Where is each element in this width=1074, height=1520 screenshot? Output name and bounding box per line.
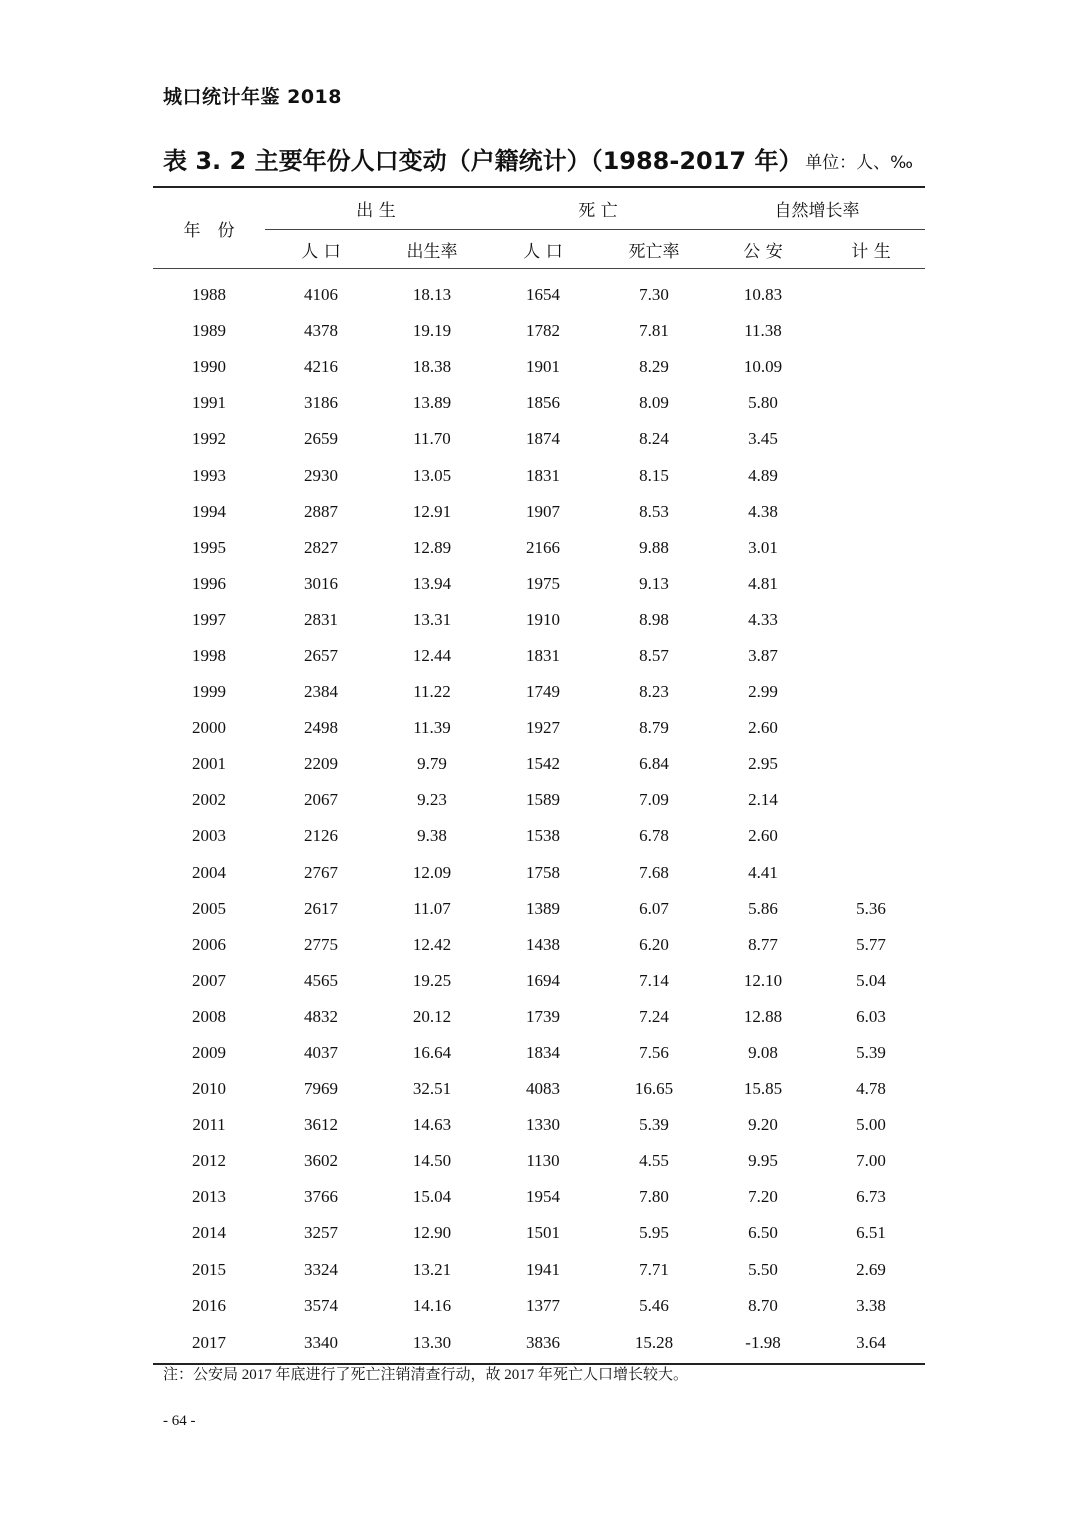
cell-death-rate: 6.78: [639, 826, 669, 846]
cell-growth-police: 2.99: [748, 682, 778, 702]
cell-death-rate: 7.68: [639, 862, 669, 882]
cell-birth-pop: 2498: [304, 718, 338, 738]
cell-year: 2006: [192, 934, 226, 954]
cell-birth-rate: 18.38: [412, 357, 452, 377]
table-row: [153, 1252, 925, 1288]
header-growth-police: 公 安: [709, 230, 817, 269]
table-row: [153, 1107, 925, 1143]
cell-birth-rate: 13.89: [412, 393, 452, 413]
table-row: [153, 385, 925, 421]
running-head: 城口统计年鉴 2018: [163, 86, 342, 108]
cell-birth-rate: 11.39: [413, 718, 451, 738]
cell-year: 2013: [192, 1187, 226, 1207]
table-body: [153, 269, 925, 1364]
cell-year: 2000: [192, 718, 226, 738]
table-row: [153, 999, 925, 1035]
table-row: [153, 421, 925, 457]
cell-year: 1996: [192, 573, 226, 593]
cell-death-rate: 6.07: [639, 898, 669, 918]
cell-year: 1994: [192, 501, 226, 521]
header-birth-pop: 人 口: [265, 230, 377, 269]
cell-birth-pop: 3766: [304, 1187, 338, 1207]
cell-birth-pop: 3016: [304, 573, 338, 593]
cell-death-rate: 8.15: [639, 465, 669, 485]
cell-death-rate: 9.88: [639, 537, 669, 557]
cell-birth-rate: 11.22: [413, 682, 451, 702]
page-number: - 64 -: [163, 1413, 196, 1429]
cell-birth-rate: 32.51: [412, 1079, 452, 1099]
cell-birth-rate: 9.23: [417, 790, 447, 810]
cell-death-rate: 7.30: [639, 285, 669, 305]
cell-death-pop: 1927: [526, 718, 560, 738]
cell-birth-rate: 16.64: [412, 1043, 452, 1063]
cell-growth-planning: [817, 855, 925, 891]
table-row: [153, 891, 925, 927]
cell-death-rate: 7.80: [639, 1187, 669, 1207]
cell-growth-planning: 2.69: [856, 1259, 886, 1279]
cell-year: 2017: [153, 1324, 265, 1364]
unit-label: 单位：人、‰: [805, 153, 913, 173]
cell-birth-pop: 2617: [304, 898, 338, 918]
cell-year: 2007: [192, 970, 226, 990]
table-row: [153, 746, 925, 782]
table-row: [153, 710, 925, 746]
cell-year: 1989: [192, 321, 226, 341]
cell-growth-planning: [817, 385, 925, 421]
cell-death-pop: 1694: [526, 970, 560, 990]
cell-birth-pop: 2887: [304, 501, 338, 521]
table-title: 表 3. 2 主要年份人口变动（户籍统计）（1988-2017 年）: [163, 147, 803, 175]
cell-birth-rate: 14.50: [412, 1151, 452, 1171]
cell-birth-pop: 4216: [304, 357, 338, 377]
cell-death-rate: 7.14: [639, 970, 669, 990]
cell-growth-police: 3.87: [748, 645, 778, 665]
table-row: [153, 566, 925, 602]
cell-death-pop: 1874: [526, 429, 560, 449]
cell-growth-planning: 5.36: [856, 898, 886, 918]
cell-death-rate: 5.39: [639, 1115, 669, 1135]
cell-growth-planning: 6.51: [856, 1223, 886, 1243]
cell-birth-rate: 11.07: [413, 898, 451, 918]
cell-growth-police: 4.89: [748, 465, 778, 485]
cell-death-rate: 7.09: [639, 790, 669, 810]
cell-year: 2004: [192, 862, 226, 882]
cell-death-rate: 8.98: [639, 609, 669, 629]
cell-birth-pop: 2659: [304, 429, 338, 449]
cell-death-pop: 1542: [526, 754, 560, 774]
cell-year: 1999: [192, 682, 226, 702]
table-row: [153, 1324, 925, 1364]
cell-death-pop: 1856: [526, 393, 560, 413]
table-header: [153, 187, 925, 269]
cell-growth-planning: [817, 818, 925, 854]
cell-year: 2001: [192, 754, 226, 774]
cell-year: 1991: [192, 393, 226, 413]
cell-death-rate: 6.20: [639, 934, 669, 954]
cell-year: 2003: [192, 826, 226, 846]
cell-birth-rate: 12.90: [412, 1223, 452, 1243]
cell-year: 2015: [192, 1259, 226, 1279]
cell-death-rate: 6.84: [639, 754, 669, 774]
cell-growth-police: 6.50: [748, 1223, 778, 1243]
cell-year: 2012: [192, 1151, 226, 1171]
cell-death-pop: 4083: [526, 1079, 560, 1099]
cell-growth-planning: [817, 674, 925, 710]
cell-birth-pop: 3612: [304, 1115, 338, 1135]
cell-year: 1997: [192, 609, 226, 629]
header-death-pop: 人 口: [487, 230, 599, 269]
table-row: [153, 269, 925, 314]
cell-birth-rate: 13.05: [412, 465, 452, 485]
cell-birth-pop: 3257: [304, 1223, 338, 1243]
cell-birth-rate: 13.94: [412, 573, 452, 593]
cell-birth-pop: 2831: [304, 609, 338, 629]
cell-year: 1990: [192, 357, 226, 377]
cell-growth-planning: 6.03: [856, 1006, 886, 1026]
cell-death-pop: 1749: [526, 682, 560, 702]
cell-growth-planning: [817, 602, 925, 638]
cell-growth-police: 9.95: [748, 1151, 778, 1171]
cell-growth-police: 5.86: [748, 898, 778, 918]
cell-birth-pop: 2067: [304, 790, 338, 810]
cell-birth-pop: 3602: [304, 1151, 338, 1171]
cell-death-rate: 7.56: [639, 1043, 669, 1063]
cell-birth-pop: 3340: [265, 1324, 377, 1364]
table-row: [153, 1071, 925, 1107]
cell-growth-police: 2.95: [748, 754, 778, 774]
cell-birth-rate: 13.30: [377, 1324, 487, 1364]
cell-growth-planning: 5.00: [856, 1115, 886, 1135]
table-note: 注：公安局 2017 年底进行了死亡注销清查行动，故 2017 年死亡人口增长较大。: [163, 1367, 689, 1383]
cell-birth-rate: 13.31: [412, 609, 452, 629]
cell-death-pop: 1389: [526, 898, 560, 918]
cell-growth-police: 10.09: [743, 357, 783, 377]
cell-year: 1988: [192, 285, 226, 305]
cell-birth-pop: 2930: [304, 465, 338, 485]
cell-growth-police: 7.20: [748, 1187, 778, 1207]
table-row: [153, 782, 925, 818]
cell-growth-planning: [817, 494, 925, 530]
cell-birth-rate: 11.70: [413, 429, 451, 449]
cell-death-rate: 15.28: [599, 1324, 709, 1364]
cell-death-rate: 16.65: [634, 1079, 674, 1099]
table-row: [153, 855, 925, 891]
table-row: [153, 313, 925, 349]
cell-growth-planning: [817, 313, 925, 349]
cell-growth-police: 2.60: [748, 826, 778, 846]
cell-death-pop: 1834: [526, 1043, 560, 1063]
cell-growth-police: 9.08: [748, 1043, 778, 1063]
cell-birth-rate: 12.42: [412, 934, 452, 954]
cell-growth-police: 4.41: [748, 862, 778, 882]
header-birth-group: 出 生: [265, 187, 487, 230]
cell-birth-pop: 2775: [304, 934, 338, 954]
table-row: [153, 674, 925, 710]
cell-death-rate: 8.57: [639, 645, 669, 665]
cell-birth-rate: 12.09: [412, 862, 452, 882]
population-change-table: [153, 186, 925, 1365]
cell-birth-pop: 4378: [304, 321, 338, 341]
cell-death-pop: 1438: [526, 934, 560, 954]
cell-growth-planning: [817, 457, 925, 493]
cell-death-pop: 1501: [526, 1223, 560, 1243]
cell-growth-planning: [817, 269, 925, 314]
cell-death-rate: 7.81: [639, 321, 669, 341]
cell-birth-rate: 13.21: [412, 1259, 452, 1279]
cell-birth-rate: 12.44: [412, 645, 452, 665]
cell-death-pop: 1975: [526, 573, 560, 593]
cell-growth-police: 9.20: [748, 1115, 778, 1135]
table-row: [153, 530, 925, 566]
table-row: [153, 457, 925, 493]
cell-birth-rate: 12.89: [412, 537, 452, 557]
cell-death-rate: 7.24: [639, 1006, 669, 1026]
cell-year: 1998: [192, 645, 226, 665]
cell-growth-police: 4.81: [748, 573, 778, 593]
cell-death-pop: 1330: [526, 1115, 560, 1135]
cell-growth-police: 3.01: [748, 537, 778, 557]
cell-birth-pop: 2209: [304, 754, 338, 774]
cell-growth-planning: [817, 746, 925, 782]
table-row: [153, 963, 925, 999]
table-row: [153, 1035, 925, 1071]
table-row: [153, 1143, 925, 1179]
cell-growth-police: 10.83: [743, 285, 783, 305]
cell-growth-police: 5.80: [748, 393, 778, 413]
cell-birth-rate: 19.19: [412, 321, 452, 341]
cell-growth-planning: [817, 530, 925, 566]
cell-year: 1993: [192, 465, 226, 485]
cell-growth-planning: 5.04: [856, 970, 886, 990]
table-row: [153, 602, 925, 638]
cell-death-pop: 2166: [526, 537, 560, 557]
cell-death-rate: 8.24: [639, 429, 669, 449]
table-row: [153, 818, 925, 854]
cell-death-pop: 1130: [526, 1151, 560, 1171]
cell-growth-planning: 5.39: [856, 1043, 886, 1063]
cell-death-rate: 5.46: [639, 1295, 669, 1315]
cell-birth-pop: 7969: [304, 1079, 338, 1099]
cell-death-pop: 1831: [526, 645, 560, 665]
cell-growth-police: 4.38: [748, 501, 778, 521]
cell-growth-planning: [817, 349, 925, 385]
cell-death-pop: 1739: [526, 1006, 560, 1026]
cell-death-pop: 1782: [526, 321, 560, 341]
cell-growth-planning: 3.38: [856, 1295, 886, 1315]
cell-growth-police: 2.60: [748, 718, 778, 738]
cell-year: 2008: [192, 1006, 226, 1026]
cell-birth-rate: 15.04: [412, 1187, 452, 1207]
cell-year: 2009: [192, 1043, 226, 1063]
table-row: [153, 638, 925, 674]
cell-growth-police: 5.50: [748, 1259, 778, 1279]
cell-birth-pop: 4565: [304, 970, 338, 990]
cell-growth-police: 3.45: [748, 429, 778, 449]
cell-death-pop: 3836: [487, 1324, 599, 1364]
cell-birth-pop: 2126: [304, 826, 338, 846]
cell-death-pop: 1377: [526, 1295, 560, 1315]
cell-birth-pop: 2767: [304, 862, 338, 882]
header-growth-planning: 计 生: [817, 230, 925, 269]
cell-growth-planning: [817, 638, 925, 674]
cell-death-rate: 5.95: [639, 1223, 669, 1243]
cell-death-rate: 8.29: [639, 357, 669, 377]
cell-death-pop: 1941: [526, 1259, 560, 1279]
cell-growth-planning: 5.77: [856, 934, 886, 954]
cell-death-rate: 7.71: [639, 1259, 669, 1279]
cell-death-pop: 1901: [526, 357, 560, 377]
cell-growth-police: -1.98: [709, 1324, 817, 1364]
cell-year: 2011: [192, 1115, 226, 1135]
cell-growth-planning: 4.78: [856, 1079, 886, 1099]
cell-death-pop: 1907: [526, 501, 560, 521]
cell-growth-police: 2.14: [748, 790, 778, 810]
cell-death-pop: 1954: [526, 1187, 560, 1207]
cell-death-rate: 4.55: [639, 1151, 669, 1171]
cell-year: 2016: [192, 1295, 226, 1315]
cell-year: 1995: [192, 537, 226, 557]
cell-growth-police: 8.70: [748, 1295, 778, 1315]
cell-death-rate: 8.09: [639, 393, 669, 413]
header-death-group: 死 亡: [487, 187, 709, 230]
table-row: [153, 349, 925, 385]
cell-growth-police: 4.33: [748, 609, 778, 629]
cell-year: 2010: [192, 1079, 226, 1099]
cell-birth-pop: 4037: [304, 1043, 338, 1063]
cell-death-rate: 8.53: [639, 501, 669, 521]
cell-death-pop: 1538: [526, 826, 560, 846]
cell-death-pop: 1589: [526, 790, 560, 810]
cell-year: 1992: [192, 429, 226, 449]
cell-birth-pop: 2384: [304, 682, 338, 702]
header-birth-rate: 出生率: [377, 230, 487, 269]
cell-death-rate: 8.23: [639, 682, 669, 702]
cell-growth-police: 12.10: [743, 970, 783, 990]
cell-growth-police: 8.77: [748, 934, 778, 954]
cell-birth-rate: 19.25: [412, 970, 452, 990]
cell-year: 2005: [192, 898, 226, 918]
cell-death-rate: 8.79: [639, 718, 669, 738]
cell-death-pop: 1654: [526, 285, 560, 305]
cell-birth-pop: 3574: [304, 1295, 338, 1315]
cell-growth-police: 12.88: [743, 1006, 783, 1026]
cell-birth-rate: 20.12: [412, 1006, 452, 1026]
cell-growth-planning: [817, 566, 925, 602]
title-row: [163, 141, 923, 177]
table-row: [153, 927, 925, 963]
cell-birth-rate: 9.38: [417, 826, 447, 846]
table-row: [153, 1288, 925, 1324]
cell-year: 2014: [192, 1223, 226, 1243]
cell-birth-pop: 2827: [304, 537, 338, 557]
cell-birth-rate: 9.79: [417, 754, 447, 774]
cell-growth-police: 15.85: [743, 1079, 783, 1099]
cell-growth-planning: [817, 421, 925, 457]
cell-death-pop: 1910: [526, 609, 560, 629]
cell-death-pop: 1831: [526, 465, 560, 485]
cell-birth-rate: 14.16: [412, 1295, 452, 1315]
header-year: 年 份: [153, 187, 265, 269]
header-growth-group: 自然增长率: [709, 187, 925, 230]
cell-growth-planning: 3.64: [817, 1324, 925, 1364]
cell-year: 2002: [192, 790, 226, 810]
cell-growth-planning: 7.00: [856, 1151, 886, 1171]
cell-birth-rate: 18.13: [412, 285, 452, 305]
cell-birth-rate: 12.91: [412, 501, 452, 521]
cell-growth-planning: [817, 710, 925, 746]
cell-birth-pop: 3324: [304, 1259, 338, 1279]
cell-birth-pop: 4106: [304, 285, 338, 305]
cell-growth-planning: 6.73: [856, 1187, 886, 1207]
table-row: [153, 1215, 925, 1251]
cell-death-rate: 9.13: [639, 573, 669, 593]
cell-birth-rate: 14.63: [412, 1115, 452, 1135]
cell-death-pop: 1758: [526, 862, 560, 882]
cell-birth-pop: 3186: [304, 393, 338, 413]
cell-birth-pop: 2657: [304, 645, 338, 665]
cell-growth-police: 11.38: [744, 321, 782, 341]
table-row: [153, 1179, 925, 1215]
cell-birth-pop: 4832: [304, 1006, 338, 1026]
header-death-rate: 死亡率: [599, 230, 709, 269]
cell-growth-planning: [817, 782, 925, 818]
table-row: [153, 494, 925, 530]
